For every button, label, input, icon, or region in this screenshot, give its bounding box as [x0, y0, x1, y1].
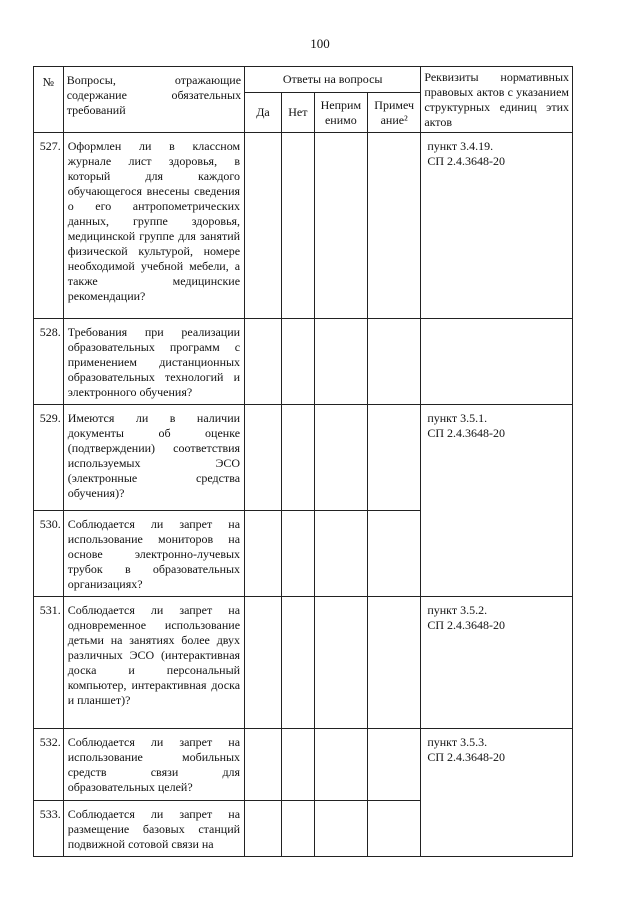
row-number: 528.	[34, 319, 64, 405]
row-reference: пункт 3.5.1. СП 2.4.3648-20	[421, 405, 573, 597]
answer-cell	[314, 511, 367, 597]
header-answer-no: Нет	[281, 93, 314, 133]
requirements-table	[33, 66, 573, 857]
answer-cell	[245, 319, 282, 405]
answer-cell	[314, 133, 367, 319]
answer-cell	[281, 597, 314, 729]
answer-cell	[245, 801, 282, 857]
header-answer-na: Неприм енимо	[314, 93, 367, 133]
table-row	[34, 597, 573, 729]
row-number: 533.	[34, 801, 64, 857]
answer-cell	[245, 729, 282, 801]
header-num: №	[34, 67, 64, 133]
row-number: 527.	[34, 133, 64, 319]
row-question: Требования при реализации образовательных программ с применением дистанционных образовательных технологий и электронного обучения?	[63, 319, 244, 405]
answer-cell	[314, 729, 367, 801]
row-question: Соблюдается ли запрет на одновременное использование детьми на занятиях более двух различных ЭСО (интерактивная доска и персональный компьютер, интерактивная доска и планшет)?	[63, 597, 244, 729]
row-question: Оформлен ли в классном журнале лист здоровья, в который для каждого обучающегося внесены сведения о его антропометрических данных, группе здоровья, медицинской группе для занятий физической культурой, номере необходимой учебной мебели, а также медицинские рекомендации?	[63, 133, 244, 319]
header-question: Вопросы, отражающие содержание обязательных требований	[63, 67, 244, 133]
row-question: Соблюдается ли запрет на использование мониторов на основе электронно-лучевых трубок в образовательных организациях?	[63, 511, 244, 597]
header-answers-group: Ответы на вопросы	[245, 67, 421, 93]
answer-cell	[314, 801, 367, 857]
header-answer-yes: Да	[245, 93, 282, 133]
answer-cell	[368, 801, 421, 857]
row-number: 530.	[34, 511, 64, 597]
row-reference: пункт 3.4.19. СП 2.4.3648-20	[421, 133, 573, 319]
table-row	[34, 133, 573, 319]
answer-cell	[281, 801, 314, 857]
answer-cell	[281, 405, 314, 511]
answer-cell	[245, 597, 282, 729]
answer-cell	[368, 319, 421, 405]
row-number: 529.	[34, 405, 64, 511]
answer-cell	[281, 319, 314, 405]
answer-cell	[281, 729, 314, 801]
answer-cell	[314, 597, 367, 729]
row-reference	[421, 319, 573, 405]
answer-cell	[368, 405, 421, 511]
row-number: 531.	[34, 597, 64, 729]
row-reference: пункт 3.5.2. СП 2.4.3648-20	[421, 597, 573, 729]
answer-cell	[281, 511, 314, 597]
table-row	[34, 729, 573, 801]
header-answer-note: Примеч ание²	[368, 93, 421, 133]
page-number: 100	[310, 36, 330, 51]
answer-cell	[245, 511, 282, 597]
header-requisites: Реквизиты нормативных правовых актов с указанием структурных единиц этих актов	[421, 67, 573, 133]
table-row	[34, 405, 573, 511]
row-question: Соблюдается ли запрет на размещение базовых станций подвижной сотовой связи на	[63, 801, 244, 857]
answer-cell	[314, 319, 367, 405]
row-number: 532.	[34, 729, 64, 801]
answer-cell	[245, 133, 282, 319]
row-reference: пункт 3.5.3. СП 2.4.3648-20	[421, 729, 573, 857]
answer-cell	[368, 133, 421, 319]
answer-cell	[245, 405, 282, 511]
row-question: Имеются ли в наличии документы об оценке (подтверждении) соответствия используемых ЭСО (электронные средства обучения)?	[63, 405, 244, 511]
table-row	[34, 319, 573, 405]
answer-cell	[314, 405, 367, 511]
answer-cell	[281, 133, 314, 319]
answer-cell	[368, 511, 421, 597]
answer-cell	[368, 597, 421, 729]
answer-cell	[368, 729, 421, 801]
row-question: Соблюдается ли запрет на использование мобильных средств связи для образовательных целей?	[63, 729, 244, 801]
